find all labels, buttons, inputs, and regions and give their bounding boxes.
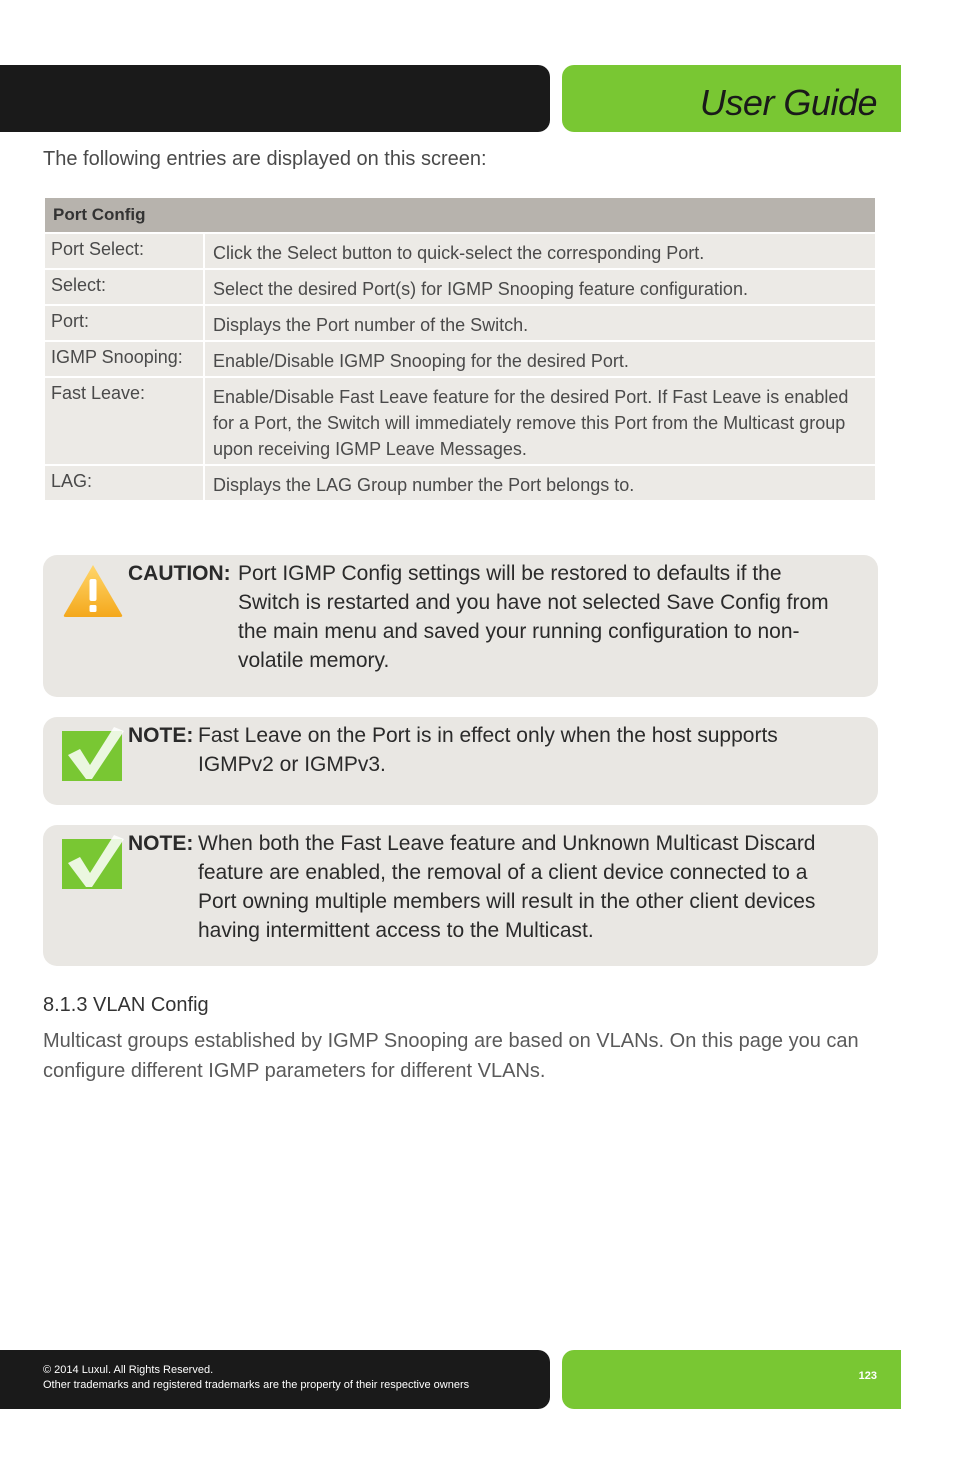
page-number: 123 (858, 1370, 877, 1382)
checkmark-icon (62, 725, 124, 781)
row-value: Enable/Disable Fast Leave feature for the desired Port. If Fast Leave is enabled for a Port, the Switch will immediately remove this Port from the Multicast group upon receiving IGMP Leave Messages. (205, 378, 875, 464)
table-row (45, 466, 875, 500)
row-label: IGMP Snooping: (45, 342, 203, 376)
row-label: Port Select: (45, 234, 203, 268)
section-heading: 8.1.3 VLAN Config (43, 994, 209, 1016)
caution-body: Port IGMP Config settings will be restored to defaults if the Switch is restarted and you have not selected Save Config from the main menu and saved your running configuration to non-volatile memory. (238, 562, 829, 672)
trademark-text: Other trademarks and registered trademarks are the property of their respective owners (43, 1379, 470, 1391)
section-body: Multicast groups established by IGMP Snooping are based on VLANs. On this page you can configure different IGMP parameters for different VLANs. (43, 1030, 859, 1082)
note-text-block-2 (128, 829, 848, 945)
row-value: Enable/Disable IGMP Snooping for the desired Port. (205, 342, 875, 376)
table-header-row (45, 198, 875, 232)
row-label: Fast Leave: (45, 378, 203, 464)
header-bar-green (562, 65, 901, 132)
note-body: Fast Leave on the Port is in effect only when the host supports IGMPv2 or IGMPv3. (198, 724, 778, 776)
row-value: Displays the Port number of the Switch. (205, 306, 875, 340)
note-keyword: NOTE: (128, 724, 194, 747)
note-box-2 (43, 825, 878, 966)
note-box-1 (43, 717, 878, 805)
warning-triangle-icon (62, 563, 124, 619)
copyright-text: © 2014 Luxul. All Rights Reserved. (43, 1364, 214, 1376)
footer-copyright (43, 1363, 469, 1393)
table-row (45, 270, 875, 304)
table-row (45, 378, 875, 464)
port-config-table (43, 196, 877, 502)
checkmark-icon (62, 833, 124, 889)
table-row (45, 342, 875, 376)
caution-text-block (128, 559, 848, 675)
row-label: Select: (45, 270, 203, 304)
row-value: Select the desired Port(s) for IGMP Snooping feature configuration. (205, 270, 875, 304)
caution-keyword: CAUTION: (128, 562, 231, 585)
note-body: When both the Fast Leave feature and Unknown Multicast Discard feature are enabled, the removal of a client device connected to a Port owning multiple members will result in the other client devices having intermittent access to the Multicast. (198, 832, 816, 942)
table-heading: Port Config (45, 198, 875, 232)
intro-text: The following entries are displayed on this screen: (43, 148, 487, 170)
row-value: Click the Select button to quick-select the corresponding Port. (205, 234, 875, 268)
footer-bar-green (562, 1350, 901, 1409)
header-bar-dark (0, 65, 550, 132)
table-row (45, 306, 875, 340)
row-label: LAG: (45, 466, 203, 500)
note-keyword: NOTE: (128, 832, 194, 855)
row-value: Displays the LAG Group number the Port belongs to. (205, 466, 875, 500)
table-row (45, 234, 875, 268)
caution-box (43, 555, 878, 697)
row-label: Port: (45, 306, 203, 340)
note-text-block-1 (128, 721, 808, 779)
page-title: User Guide (699, 82, 877, 123)
